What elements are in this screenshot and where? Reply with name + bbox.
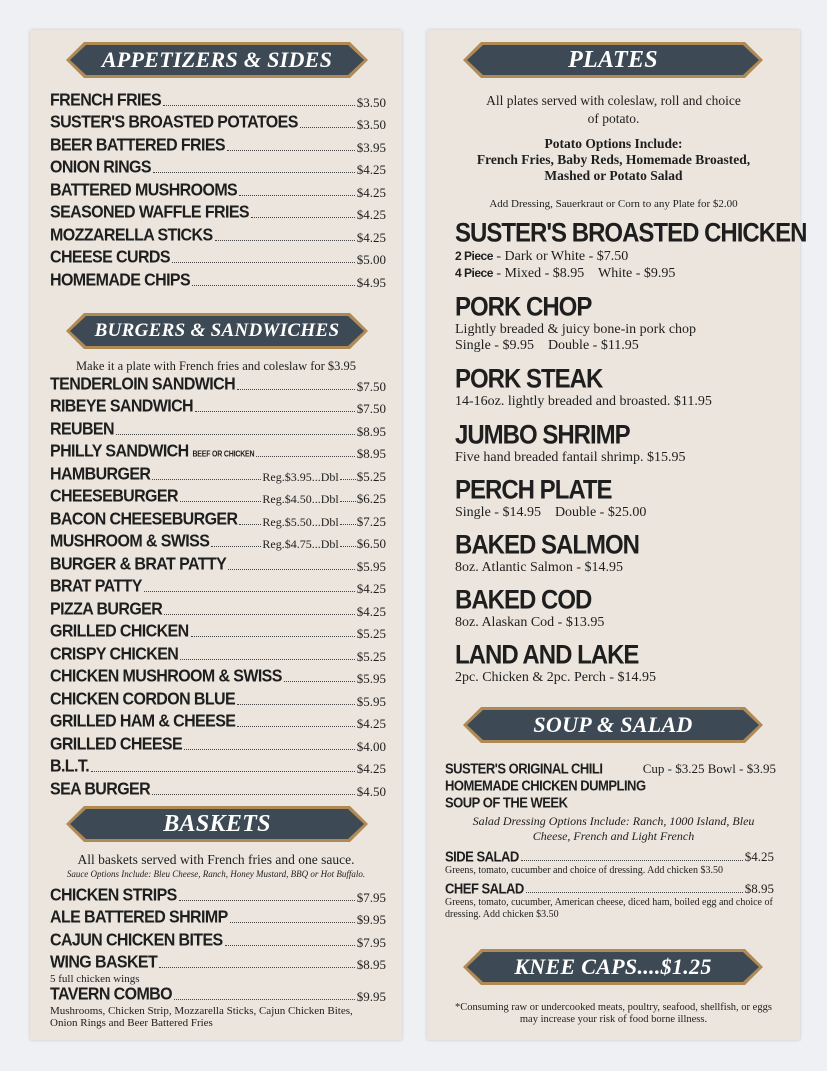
item-price: $7.50: [356, 378, 386, 394]
leader: [521, 860, 743, 861]
menu-item: [50, 777, 386, 800]
leader: [239, 195, 355, 196]
item-name: REUBEN: [50, 419, 114, 439]
plate-name: JUMBO SHRIMP: [455, 419, 630, 450]
leader: [225, 945, 355, 946]
salad-item: [445, 877, 774, 897]
menu-item: [50, 906, 386, 929]
leader: [340, 479, 356, 480]
plate-line: 8oz. Atlantic Salmon - $14.95: [455, 560, 623, 575]
soup-item: [445, 777, 776, 794]
leader: [340, 501, 356, 502]
plate-line: Single - $14.95 Double - $25.00: [455, 505, 647, 520]
plate-line: 8oz. Alaskan Cod - $13.95: [455, 615, 605, 630]
item-name: MUSHROOM & SWISS: [50, 531, 210, 551]
plate-name: BAKED COD: [455, 584, 592, 615]
menu-item: [50, 951, 386, 974]
menu-item: [50, 530, 386, 553]
leader: [153, 172, 355, 173]
item-price: $8.95: [356, 446, 386, 461]
item-price: $4.25: [356, 581, 386, 596]
plate-line: Single - $9.95 Double - $11.95: [455, 338, 639, 353]
item-name: CHICKEN MUSHROOM & SWISS: [50, 666, 282, 686]
item-regular-price: Reg.$3.95...Dbl: [262, 469, 339, 484]
leader: [152, 479, 261, 480]
menu-item: [50, 485, 386, 508]
item-name: CHEESEBURGER: [50, 486, 178, 506]
item-name: CRISPY CHICKEN: [50, 644, 179, 664]
leader: [228, 569, 355, 570]
leader: [179, 900, 355, 901]
menu-item: [50, 985, 386, 1005]
menu-item: [50, 133, 386, 156]
plates-banner: [463, 40, 763, 80]
item-name: FRENCH FRIES: [50, 90, 162, 110]
leader: [180, 659, 355, 660]
leader: [230, 922, 355, 923]
item-description: 5 full chicken wings: [50, 973, 140, 985]
menu-item: [50, 201, 386, 224]
menu-item: [50, 223, 386, 246]
leader: [284, 681, 355, 682]
piece-price: - Mixed - $8.95 White - $9.95: [492, 266, 676, 281]
leader: [144, 591, 355, 592]
burgers-list: [50, 372, 386, 800]
leader: [340, 524, 356, 525]
leader: [211, 546, 261, 547]
plate-line: 2pc. Chicken & 2pc. Perch - $14.95: [455, 670, 657, 685]
item-price: $4.25: [356, 162, 386, 177]
item-name: GRILLED CHEESE: [50, 734, 183, 754]
leader: [174, 999, 355, 1000]
soup-name: SOUP OF THE WEEK: [445, 794, 568, 811]
leader: [237, 726, 354, 727]
burgers-plate-note: Make it a plate with French fries and coleslaw for $3.95: [75, 359, 357, 373]
plates-title: PLATES: [568, 47, 658, 73]
leader: [163, 105, 355, 106]
plate-item: [455, 419, 790, 466]
item-name: GRILLED HAM & CHEESE: [50, 711, 236, 731]
item-name: GRILLED CHICKEN: [50, 621, 189, 641]
item-name: PIZZA BURGER: [50, 599, 163, 619]
leader: [227, 150, 355, 151]
item-price: $3.95: [356, 139, 386, 155]
plates-addon-note: Add Dressing, Sauerkraut or Corn to any Plate for $2.00: [489, 198, 738, 210]
plate-item: [455, 584, 790, 631]
burgers-title: BURGERS & SANDWICHES: [94, 320, 340, 341]
potato-options-title: Potato Options Include:: [544, 136, 683, 151]
leader: [184, 749, 355, 750]
leader: [340, 546, 356, 547]
item-price: $5.00: [356, 252, 386, 267]
menu-item: [50, 178, 386, 201]
menu-item: [50, 417, 386, 440]
item-price: $5.95: [356, 693, 386, 709]
menu-item: [50, 883, 386, 906]
item-name: CHICKEN STRIPS: [50, 885, 177, 905]
leader: [172, 262, 355, 263]
plate-item: [455, 291, 790, 354]
item-name: BACON CHEESEBURGER: [50, 509, 238, 529]
plate-name: PORK STEAK: [455, 363, 603, 394]
piece-price: - Dark or White - $7.50: [492, 249, 629, 264]
item-price: $8.95: [356, 423, 386, 439]
salad-description: Greens, tomato, cucumber and choice of dressing. Add chicken $3.50: [445, 865, 723, 876]
baskets-note: All baskets served with French fries and one sauce.: [77, 852, 355, 867]
soup-list: [445, 760, 776, 811]
salad-name: CHEF SALAD: [445, 880, 524, 897]
plate-name: SUSTER'S BROASTED CHICKEN: [455, 217, 807, 248]
salad-name: SIDE SALAD: [445, 848, 519, 865]
plate-name: LAND AND LAKE: [455, 639, 639, 670]
soup-price: Cup - $3.25 Bowl - $3.95: [642, 761, 776, 776]
item-price: $7.25: [356, 513, 386, 529]
item-description: Mushrooms, Chicken Strip, Mozzarella Sticks, Cajun Chicken Bites, Onion Rings and Beer Battered Fries: [50, 1005, 353, 1029]
item-price: $5.25: [356, 626, 386, 641]
leader: [192, 285, 355, 286]
item-name: SUSTER'S BROASTED POTATOES: [50, 112, 298, 132]
salad-description: Greens, tomato, cucumber, American cheese, diced ham, boiled egg and choice of dressing. Add chicken $3.50: [445, 897, 773, 920]
soup-item: [445, 760, 776, 777]
menu-item: [50, 732, 386, 755]
item-regular-price: Reg.$4.50...Dbl: [262, 492, 339, 506]
plate-item: [455, 474, 790, 521]
item-price: $4.25: [356, 207, 386, 222]
soup-item: [445, 794, 776, 811]
item-name: CHICKEN CORDON BLUE: [50, 689, 236, 709]
leader: [116, 434, 355, 435]
item-name: CAJUN CHICKEN BITES: [50, 930, 223, 950]
item-price: $4.25: [356, 761, 386, 776]
menu-item: [50, 462, 386, 485]
menu-item: [50, 755, 386, 778]
philly-name: PHILLY SANDWICH: [50, 441, 189, 461]
plate-line: [455, 265, 790, 282]
baskets-list: [50, 883, 386, 1029]
item-name: BURGER & BRAT PATTY: [50, 554, 227, 574]
item-name: ALE BATTERED SHRIMP: [50, 907, 228, 927]
appetizers-title: APPETIZERS & SIDES: [101, 47, 333, 72]
salad-dressing-note: Salad Dressing Options Include: Ranch, 1000 Island, Bleu Cheese, French and Light French: [472, 814, 755, 843]
item-price: $3.50: [356, 94, 386, 110]
leader: [191, 636, 355, 637]
leader: [251, 217, 355, 218]
plate-item: [455, 639, 790, 686]
item-price: $4.50: [356, 783, 386, 799]
item-price: $7.95: [356, 889, 386, 905]
menu-item: [50, 620, 386, 643]
item-name: TAVERN COMBO: [50, 984, 172, 1004]
soup-salad-banner: [463, 705, 763, 745]
piece-label: 2 Piece: [455, 249, 493, 263]
item-price: $5.95: [356, 671, 386, 686]
menu-item: [50, 575, 386, 598]
item-price: $4.00: [356, 738, 386, 754]
menu-item: [50, 156, 386, 179]
leader: [180, 501, 261, 502]
sauce-options-note: Sauce Options Include: Bleu Cheese, Ranch, Honey Mustard, BBQ or Hot Buffalo.: [66, 869, 366, 879]
item-name: SEA BURGER: [50, 779, 151, 799]
item-name: B.L.T.: [50, 756, 90, 776]
item-price: $9.95: [356, 989, 386, 1004]
menu-item: [50, 928, 386, 951]
burgers-banner: [66, 311, 368, 351]
plate-line: Lightly breaded & juicy bone-in pork chop: [455, 322, 697, 337]
item-name: BRAT PATTY: [50, 576, 142, 596]
plate-name: PERCH PLATE: [455, 474, 612, 505]
item-price: $7.50: [356, 401, 386, 416]
leader: [152, 794, 355, 795]
menu-item: [50, 552, 386, 575]
salad-item: [445, 848, 774, 865]
leader: [195, 411, 355, 412]
leader: [91, 771, 355, 772]
leader: [215, 240, 355, 241]
leader: [256, 456, 354, 457]
menu-item: [50, 372, 386, 395]
menu-item: [50, 440, 386, 463]
plate-item: [455, 529, 790, 576]
menu-item: [50, 687, 386, 710]
menu-item: [50, 88, 386, 111]
item-price: $4.25: [356, 184, 386, 200]
plate-item: [455, 363, 790, 410]
leader: [159, 967, 355, 968]
item-name: ONION RINGS: [50, 157, 151, 177]
salad-price: $4.25: [744, 849, 774, 864]
leader: [237, 389, 355, 390]
menu-item: [50, 665, 386, 688]
soup-name: SUSTER'S ORIGINAL CHILI: [445, 760, 603, 777]
potato-options-list: French Fries, Baby Reds, Homemade Broasted, Mashed or Potato Salad: [476, 152, 751, 183]
item-price: $5.25: [356, 468, 386, 484]
salad-list: [445, 848, 774, 921]
item-price: $6.25: [356, 491, 386, 506]
item-name: RIBEYE SANDWICH: [50, 396, 194, 416]
soup-salad-title: SOUP & SALAD: [533, 712, 693, 737]
item-price: $9.95: [356, 912, 386, 927]
plate-line: Five hand breaded fantail shrimp. $15.95: [455, 450, 686, 465]
leader: [239, 524, 261, 525]
plate-line: [455, 248, 790, 265]
item-price: $4.95: [356, 274, 386, 290]
item-name: [50, 442, 254, 462]
philly-tag: BEEF OR CHICKEN: [192, 450, 255, 459]
salad-price: $8.95: [744, 881, 774, 896]
appetizers-banner: [66, 40, 368, 80]
item-price: $6.50: [356, 536, 386, 551]
plate-item: [455, 217, 807, 282]
right-menu-panel: [427, 30, 807, 1040]
knee-caps-title: KNEE CAPS....$1.25: [514, 954, 712, 979]
piece-label: 4 Piece: [455, 266, 493, 280]
leader: [300, 127, 355, 128]
menu-item: [50, 642, 386, 665]
menu-item: [50, 710, 386, 733]
item-price: $8.95: [356, 957, 386, 972]
item-name: BEER BATTERED FRIES: [50, 135, 225, 155]
appetizers-list: [50, 88, 386, 291]
baskets-banner: [66, 804, 368, 844]
knee-caps-banner: [463, 947, 763, 987]
item-regular-price: Reg.$5.50...Dbl: [262, 514, 339, 529]
left-menu-panel: [30, 30, 402, 1040]
item-price: $4.25: [356, 716, 386, 731]
menu-item: [50, 507, 386, 530]
leader: [237, 704, 355, 705]
item-price: $3.50: [356, 117, 386, 132]
leader: [526, 892, 743, 893]
menu-item: [50, 246, 386, 269]
plate-name: BAKED SALMON: [455, 529, 639, 560]
soup-name: HOMEMADE CHICKEN DUMPLING: [445, 777, 646, 794]
leader: [164, 614, 355, 615]
item-name: HOMEMADE CHIPS: [50, 270, 191, 290]
plate-line: 14-16oz. lightly breaded and broasted. $11.95: [455, 394, 712, 409]
item-name: WING BASKET: [50, 952, 158, 972]
item-regular-price: Reg.$4.75...Dbl: [262, 537, 339, 551]
menu-item: [50, 268, 386, 291]
menu-item: [50, 597, 386, 620]
plate-name: PORK CHOP: [455, 291, 592, 322]
item-name: CHEESE CURDS: [50, 247, 170, 267]
item-name: HAMBURGER: [50, 464, 151, 484]
food-safety-disclaimer: *Consuming raw or undercooked meats, poultry, seafood, shellfish, or eggs may increase your risk of food borne illness.: [455, 1002, 772, 1025]
menu-item: [50, 111, 386, 134]
item-price: $5.95: [356, 558, 386, 574]
item-name: TENDERLOIN SANDWICH: [50, 374, 236, 394]
item-price: $5.25: [356, 648, 386, 664]
item-name: MOZZARELLA STICKS: [50, 225, 213, 245]
plates-intro: All plates served with coleslaw, roll and choice of potato.: [486, 93, 741, 126]
item-price: $4.25: [356, 229, 386, 245]
item-price: $7.95: [356, 934, 386, 950]
item-price: $4.25: [356, 603, 386, 619]
item-name: SEASONED WAFFLE FRIES: [50, 202, 249, 222]
menu-item: [50, 395, 386, 418]
item-name: BATTERED MUSHROOMS: [50, 180, 238, 200]
baskets-title: BASKETS: [163, 811, 271, 837]
